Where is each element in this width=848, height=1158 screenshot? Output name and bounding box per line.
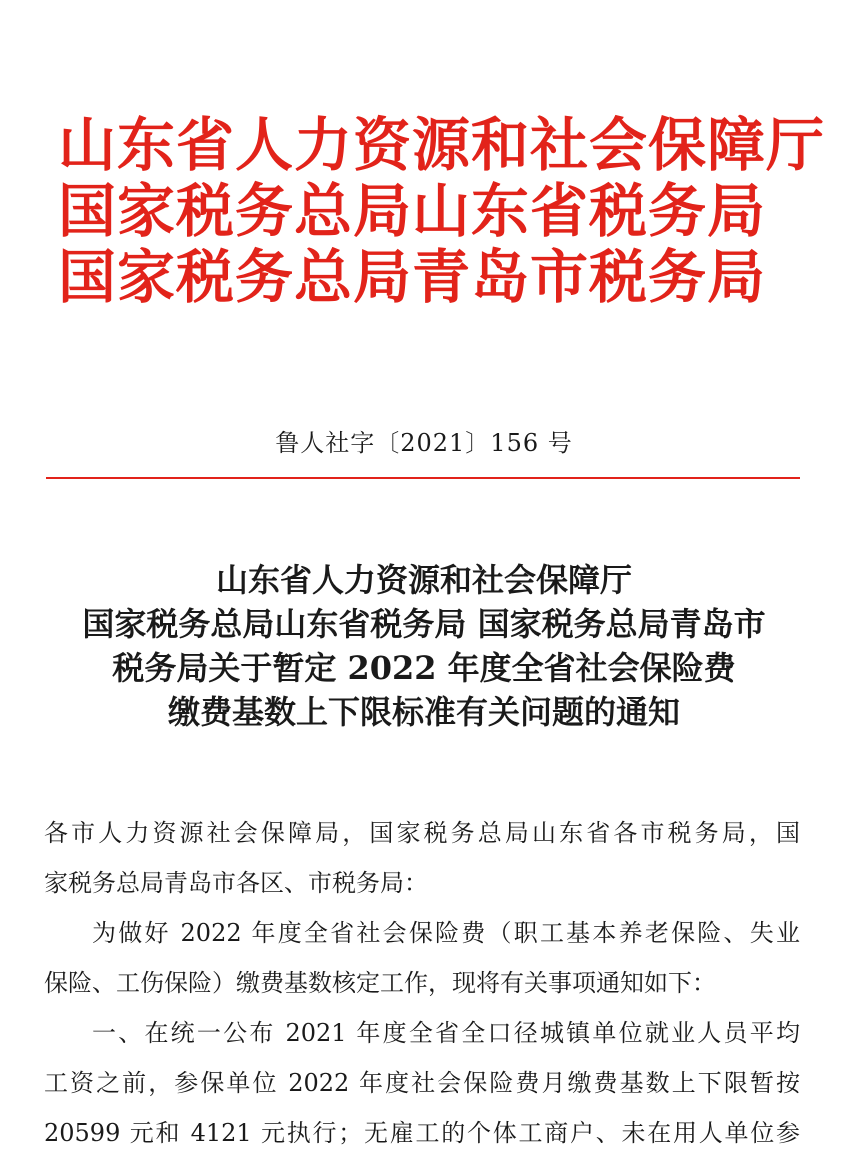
paragraph-line: 一、在统一公布 2021 年度全省全口径城镇单位就业人员平均 [92,1019,800,1047]
issuer-shandong-tax-bureau: 国家税务总局山东省税务局 [58,177,767,245]
document-title [0,558,848,734]
paragraph-line: 20599 元和 4121 元执行；无雇工的个体工商户、未在用人单位参 [44,1119,800,1147]
paragraph-line: 工资之前，参保单位 2022 年度社会保险费月缴费基数上下限暂按 [44,1069,800,1097]
title-line: 国家税务总局山东省税务局 国家税务总局青岛市 [82,605,766,643]
title-line: 缴费基数上下限标准有关问题的通知 [167,693,680,731]
title-line: 山东省人力资源和社会保障厅 [215,561,632,599]
addressee-line: 家税务总局青岛市各区、市税务局： [44,869,428,897]
paragraph-line: 为做好 2022 年度全省社会保险费（职工基本养老保险、失业 [92,919,800,947]
document-body [44,808,800,1158]
title-line: 税务局关于暂定 2022 年度全省社会保险费 [112,649,736,687]
red-separator-line [46,477,800,479]
issuer-hrss-department: 山东省人力资源和社会保障厅 [58,111,826,179]
issuing-authorities-header [58,111,826,311]
document-number: 鲁人社字〔2021〕156 号 [275,429,573,457]
issuer-qingdao-tax-bureau: 国家税务总局青岛市税务局 [58,243,767,311]
paragraph-line: 保险、工伤保险）缴费基数核定工作，现将有关事项通知如下： [44,969,716,997]
addressee-line: 各市人力资源社会保障局，国家税务总局山东省各市税务局，国 [44,819,800,847]
